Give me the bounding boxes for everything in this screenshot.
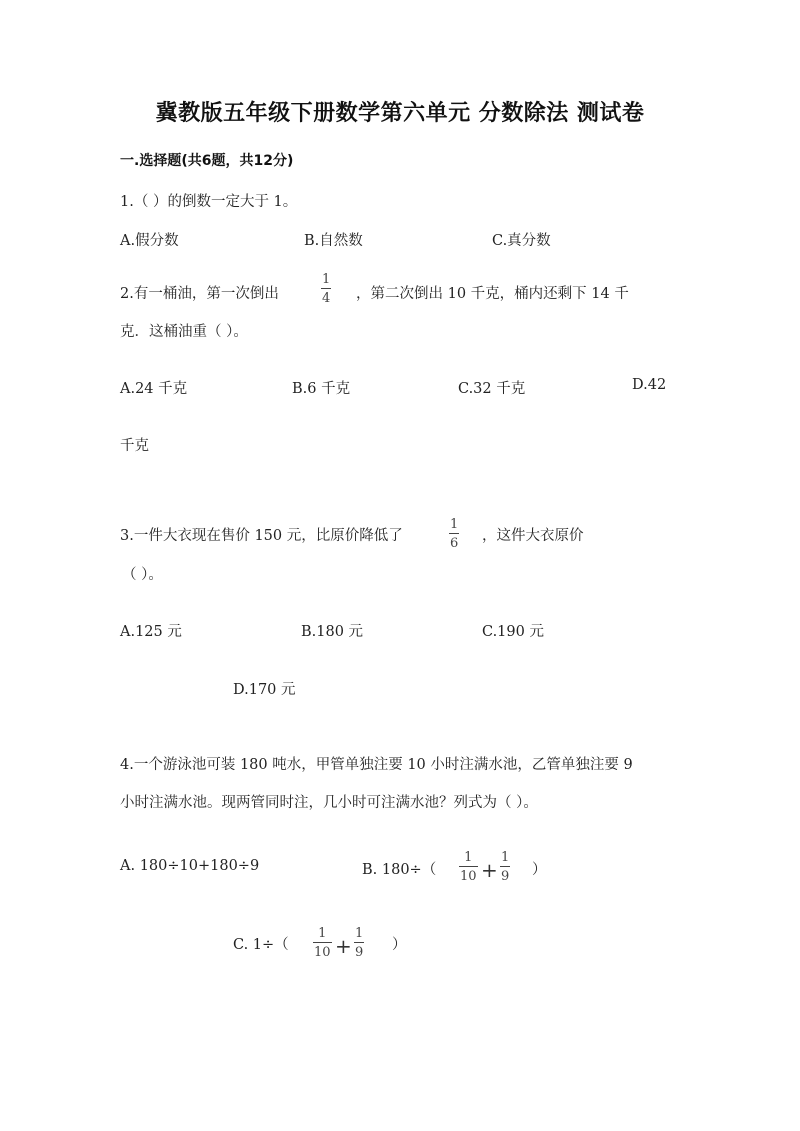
- question-4-stem-line1: 4.一个游泳池可装 180 吨水，甲管单独注要 10 小时注满水池，乙管单独注要 9: [120, 757, 633, 773]
- fraction-denominator: 4: [322, 291, 331, 306]
- fraction-numerator: 1: [318, 926, 327, 941]
- question-2-option-c: C.32 千克: [458, 381, 526, 397]
- fraction-denominator: 10: [314, 945, 331, 960]
- question-2-stem-end: ，第二次倒出 10 千克，桶内还剩下 14 千: [356, 286, 629, 302]
- question-4-option-c-suffix: ）: [392, 937, 407, 953]
- fraction-numerator: 1: [464, 850, 473, 865]
- fraction-numerator: 1: [322, 272, 331, 287]
- question-3-stem-end: ，这件大衣原价: [482, 528, 584, 544]
- fraction-numerator: 1: [355, 926, 364, 941]
- question-1-option-b: B.自然数: [304, 233, 363, 249]
- fraction-denominator: 6: [450, 536, 459, 551]
- question-4-option-c-prefix: C. 1÷（: [233, 937, 289, 953]
- question-3-stem-line2: （ ）。: [122, 567, 163, 583]
- question-4-option-c-plus: +: [335, 934, 352, 958]
- fraction-denominator: 9: [355, 945, 364, 960]
- question-2-fraction: [321, 273, 331, 305]
- question-1-option-c: C.真分数: [492, 233, 551, 249]
- fraction-denominator: 9: [501, 869, 510, 884]
- question-4-option-b-suffix: ）: [532, 862, 547, 878]
- question-2-option-a: A.24 千克: [120, 381, 188, 397]
- question-4-option-b-prefix: B. 180÷（: [362, 862, 437, 878]
- question-4-option-c-fraction-2: [354, 927, 364, 959]
- question-2-option-d: D.42: [632, 377, 667, 393]
- question-4-option-b-fraction-1: [459, 851, 478, 883]
- question-4-option-b-plus: +: [481, 858, 498, 882]
- question-3-stem-start: 3.一件大衣现在售价 150 元，比原价降低了: [120, 528, 403, 544]
- question-4-option-b-fraction-2: [500, 851, 510, 883]
- question-4-option-a: A. 180÷10+180÷9: [120, 858, 260, 874]
- question-3-option-c: C.190 元: [482, 624, 544, 640]
- question-2-option-b: B.6 千克: [292, 381, 351, 397]
- question-2-stem-start: 2.有一桶油，第一次倒出: [120, 286, 279, 302]
- question-2-stem-line2: 克．这桶油重（ ）。: [120, 324, 248, 340]
- question-4-stem-line2: 小时注满水池。现两管同时注，几小时可注满水池？列式为（ ）。: [120, 795, 538, 811]
- question-2-option-d-wrap: 千克: [120, 438, 149, 454]
- page-title: 冀教版五年级下册数学第六单元 分数除法 测试卷: [155, 101, 645, 126]
- question-1-stem: 1.（ ）的倒数一定大于 1。: [120, 194, 298, 210]
- question-3-option-a: A.125 元: [120, 624, 182, 640]
- question-3-fraction: [449, 518, 459, 550]
- fraction-denominator: 10: [460, 869, 477, 884]
- section-heading: 一.选择题(共6题，共12分): [120, 153, 294, 169]
- fraction-numerator: 1: [501, 850, 510, 865]
- question-3-option-b: B.180 元: [301, 624, 364, 640]
- question-4-option-c-fraction-1: [313, 927, 332, 959]
- question-1-option-a: A.假分数: [120, 233, 179, 249]
- fraction-numerator: 1: [450, 517, 459, 532]
- question-3-option-d: D.170 元: [233, 682, 296, 698]
